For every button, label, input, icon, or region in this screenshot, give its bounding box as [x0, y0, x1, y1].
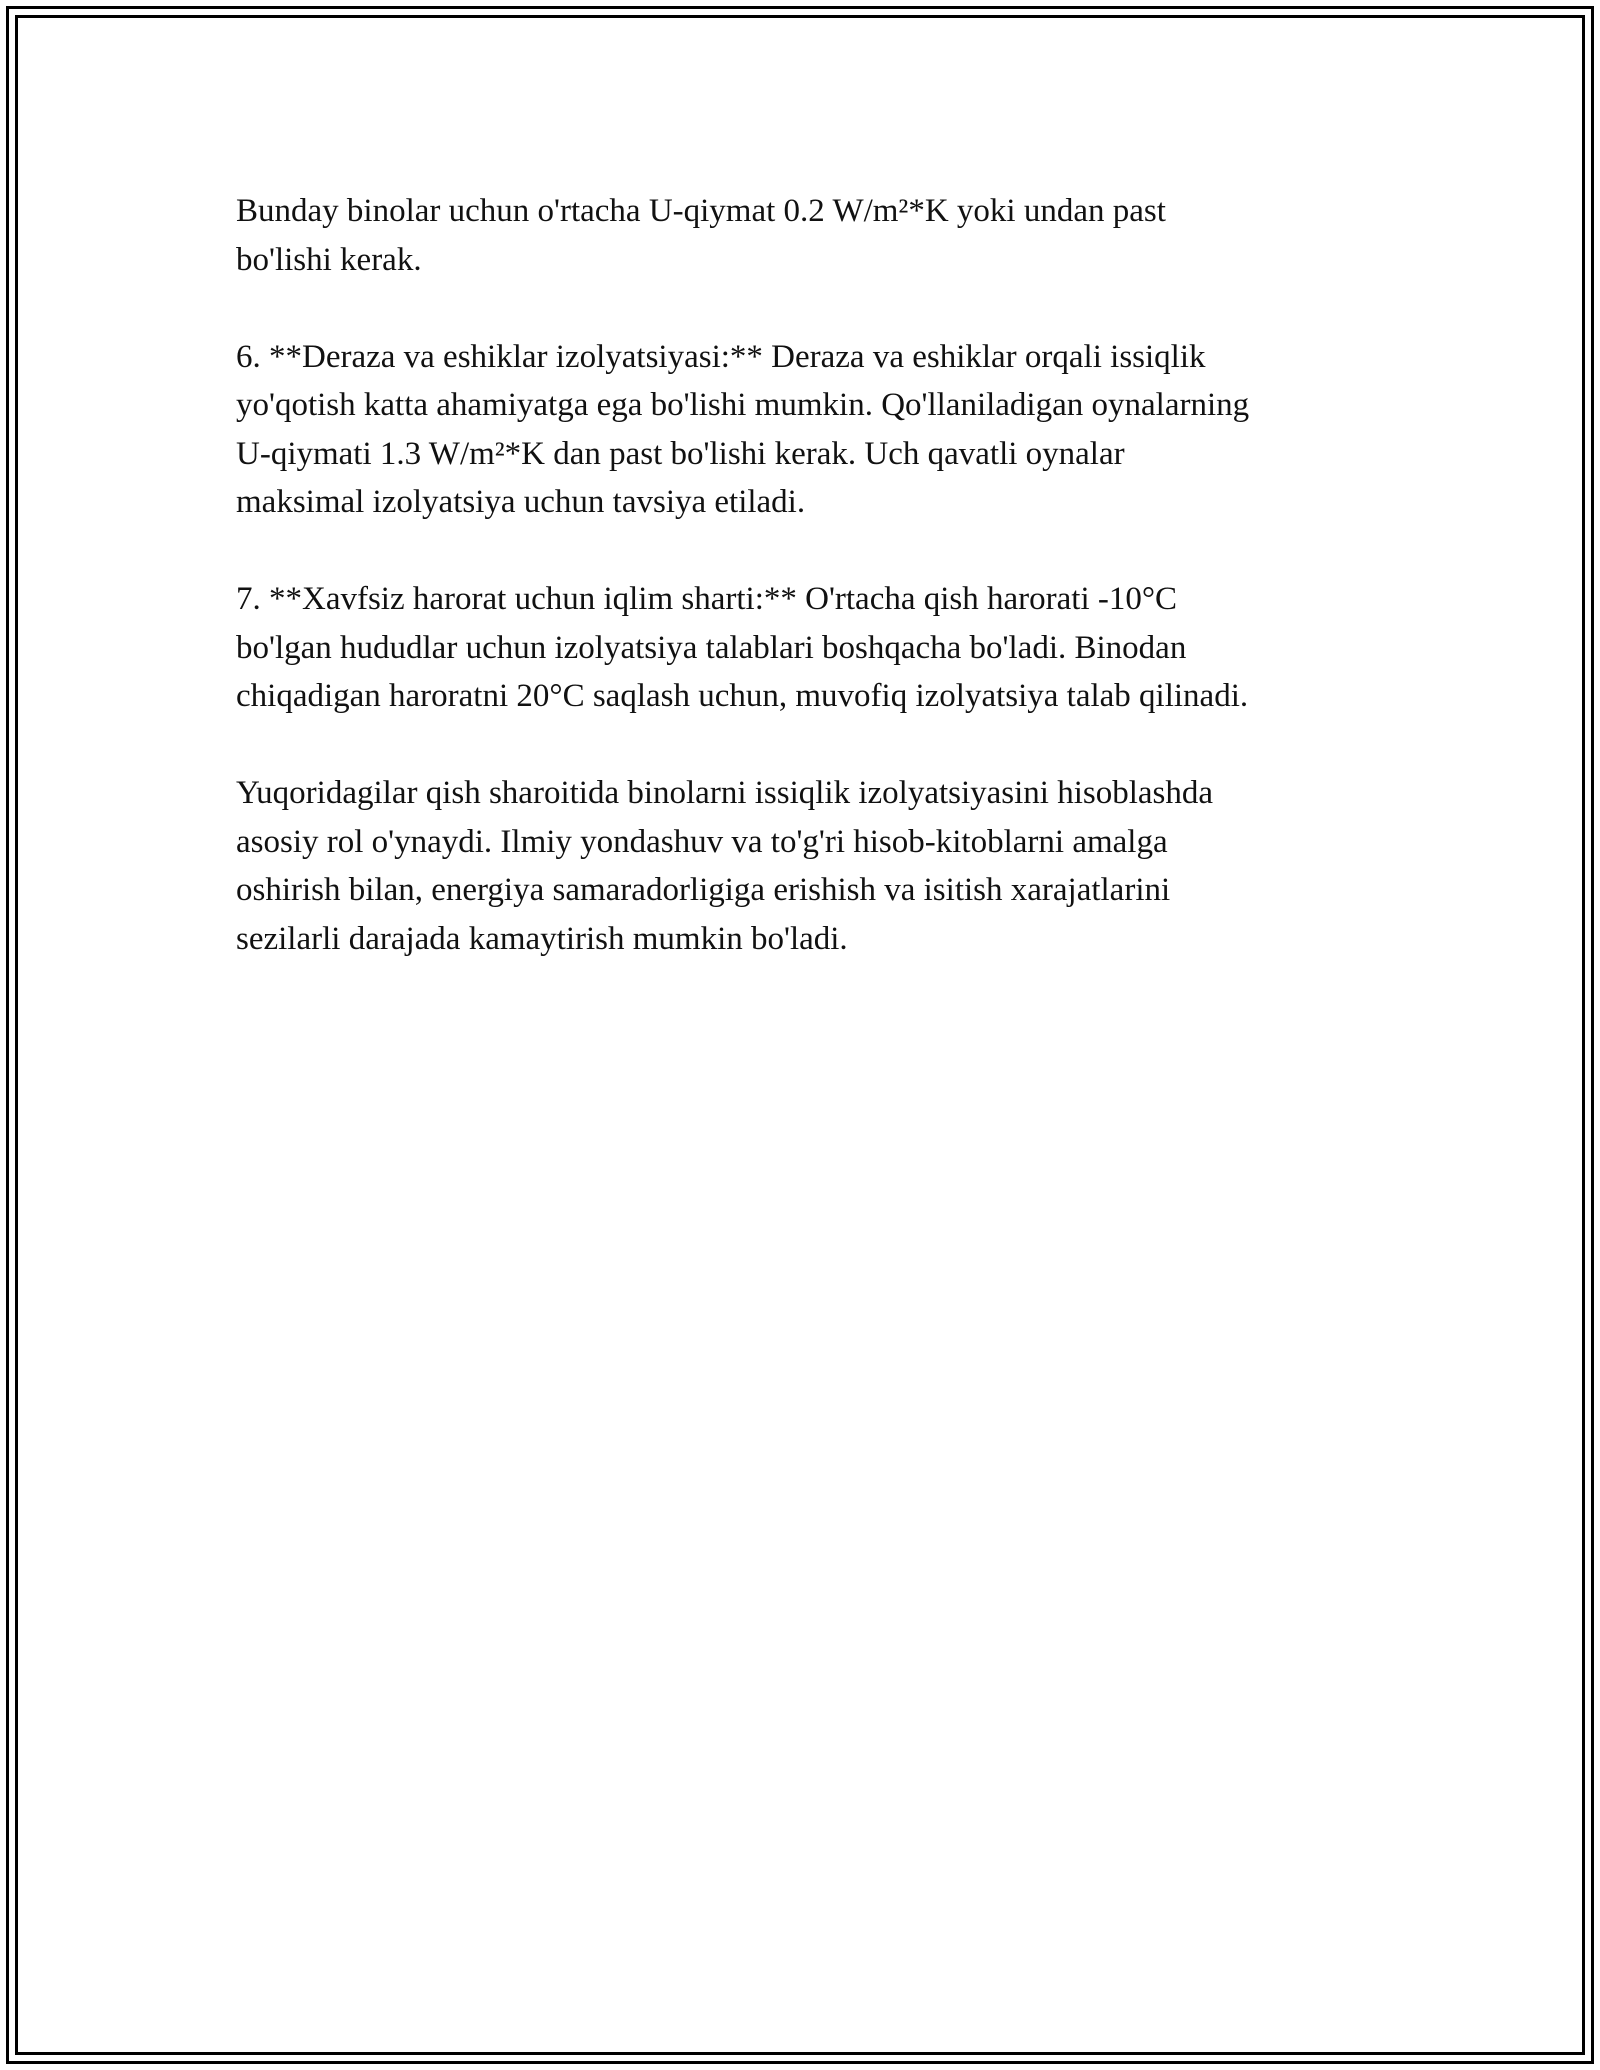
- text-line: sezilarli darajada kamaytirish mumkin bo'ladi.: [236, 920, 848, 957]
- text-line: Bunday binolar uchun o'rtacha U-qiymat 0.2 W/m²*K yoki undan past: [236, 193, 1166, 229]
- text-line: 6. **Deraza va eshiklar izolyatsiyasi:** Deraza va eshiklar orqali issiqlik: [236, 338, 1206, 375]
- text-line: 7. **Xavfsiz harorat uchun iqlim sharti:** O'rtacha qish harorati -10°C: [236, 581, 1178, 617]
- text-line: bo'lgan hududlar uchun izolyatsiya talablari boshqacha bo'ladi. Binodan: [236, 629, 1187, 666]
- text-line: asosiy rol o'ynaydi. Ilmiy yondashuv va to'g'ri hisob-kitoblarni amalga: [236, 823, 1168, 860]
- text-line: Yuqoridagilar qish sharoitida binolarni issiqlik izolyatsiyasini hisoblashda: [236, 775, 1214, 811]
- text-line: chiqadigan haroratni 20°C saqlash uchun, muvofiq izolyatsiya talab qilinadi.: [236, 678, 1249, 714]
- paragraph-item-7: [236, 575, 1386, 721]
- paragraph-conclusion: [236, 769, 1386, 963]
- paragraph-u-value-note: [236, 187, 1386, 284]
- text-line: yo'qotish katta ahamiyatga ega bo'lishi mumkin. Qo'llaniladigan oynalarning: [236, 387, 1250, 423]
- text-line: oshirish bilan, energiya samaradorligiga erishish va isitish xarajatlarini: [236, 872, 1171, 908]
- text-line: U-qiymati 1.3 W/m²*K dan past bo'lishi kerak. Uch qavatli oynalar: [236, 435, 1125, 472]
- paragraph-item-6: [236, 333, 1386, 527]
- document-body: [236, 187, 1386, 1012]
- text-line: bo'lishi kerak.: [236, 241, 422, 278]
- text-line: maksimal izolyatsiya uchun tavsiya etiladi.: [236, 484, 806, 520]
